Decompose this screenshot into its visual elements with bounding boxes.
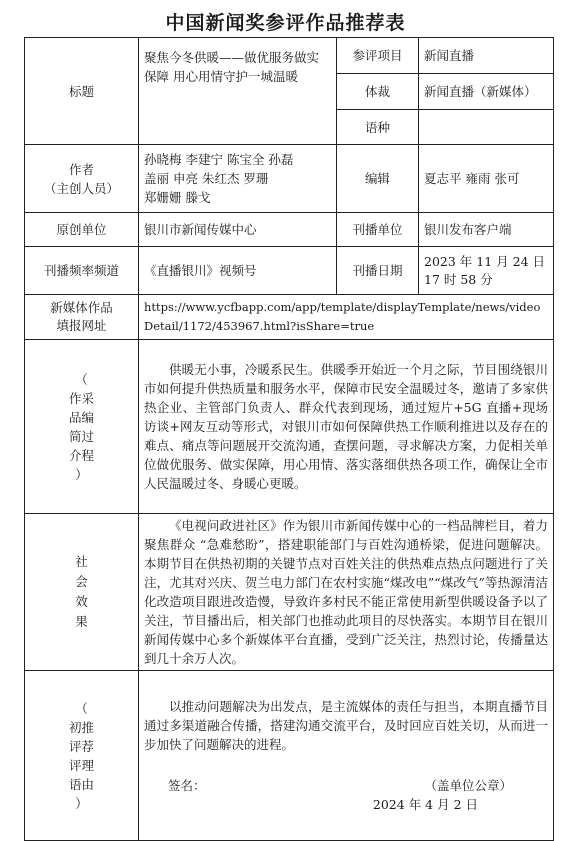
recommendation-table (24, 37, 554, 841)
sign-date: 2024 年 4 月 2 日 (372, 797, 478, 812)
intro-label: （ 作采 品编 简过 介程 ） (25, 340, 139, 514)
page-title: 中国新闻奖参评作品推荐表 (165, 12, 406, 34)
authors-value: 孙晓梅 李建宁 陈宝全 孙磊 盖丽 申亮 朱红杰 罗珊 郑姗姗 滕戈 (139, 145, 337, 213)
publish-unit-label: 刊播单位 (337, 213, 419, 247)
signature-row (144, 776, 548, 795)
review-label: （ 初推 评荐 评理 语由 ） (25, 671, 139, 841)
effect-text: 《电视问政进社区》作为银川市新闻传媒中心的一档品牌栏目，着力聚焦群众 “急难愁盼”，搭建职能部门与百姓沟通桥梁，促进问题解决。本期节目在供热初期的关键节点对百姓关注的供热难点热点问题进行了关注，尤其对兴庆、贺兰电力部门在农村实施“煤改电”“煤改气”等热源清洁化改造项目跟进改造慢，导致许多村民不能正常使用新型供暖设备予以了关注，节目播出后，相关部门也推动此项目的尽快落实。本期节目在银川新闻传媒中心多个新媒体平台直播，受到广泛关注，热烈讨论，传播量达到几十余万人次。 (139, 514, 554, 671)
original-unit-value: 银川市新闻传媒中心 (139, 213, 337, 247)
publish-date-value: 2023 年 11 月 24 日 17 时 58 分 (419, 247, 554, 295)
publish-unit-value: 银川发布客户端 (419, 213, 554, 247)
editors-value: 夏志平 雍雨 张可 (419, 145, 554, 213)
language-label: 语种 (337, 110, 419, 145)
award-item-label: 参评项目 (337, 38, 419, 74)
review-cell (139, 671, 554, 841)
award-item-value: 新闻直播 (419, 38, 554, 74)
intro-text: 供暖无小事，冷暖系民生。供暖季开始近一个月之际，节目围绕银川市如何提升供热质量和服务水平，保障市民安全温暖过冬，邀请了多家供热企业、主管部门负责人、群众代表到现场，通过短片+5G 直播+现场访谈+网友互动等形式，对银川市如何保障供热工作顺利推进以及存在的难点、痛点等问题展开交流沟通，查摆问题，寻求解决方案，力促相关单位做优服务、做实保障，用心用情、落实落细供热各项工作，确保让全市人民温暖过冬、身暖心更暖。 (139, 340, 554, 514)
url-label: 新媒体作品 填报网址 (25, 295, 139, 340)
review-text: 以推动问题解决为出发点，是主流媒体的责任与担当，本期直播节目通过多渠道融合传播，搭建沟通交流平台，及时回应百姓关切，从而进一步加快了问题解决的进程。 (144, 699, 548, 752)
effect-label: 社 会 效 果 (25, 514, 139, 671)
seal-label: （盖单位公章） (424, 778, 512, 793)
genre-value: 新闻直播（新媒体） (419, 74, 554, 110)
channel-label: 刊播频率频道 (25, 247, 139, 295)
publish-date-label: 刊播日期 (337, 247, 419, 295)
authors-label: 作者 （主创人员） (25, 145, 139, 213)
headline-value: 聚焦今冬供暖——做优服务做实保障 用心用情守护一城温暖 (139, 38, 337, 145)
signature-label: 签名： (168, 778, 206, 793)
original-unit-label: 原创单位 (25, 213, 139, 247)
editors-label: 编辑 (337, 145, 419, 213)
language-value (419, 110, 554, 145)
genre-label: 体裁 (337, 74, 419, 110)
headline-label: 标题 (25, 38, 139, 145)
work-url-link[interactable]: https://www.ycfbapp.com/app/template/displayTemplate/news/videoDetail/1172/453967.html?isShare=true (139, 295, 554, 340)
channel-value: 《直播银川》视频号 (139, 247, 337, 295)
